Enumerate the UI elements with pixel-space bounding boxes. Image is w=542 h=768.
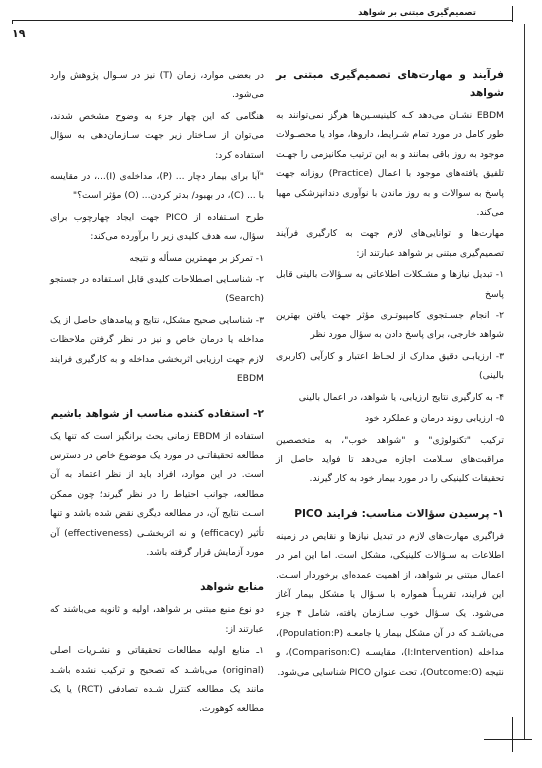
paragraph: دو نوع منبع مبتنی بر شواهد، اولیه و ثانویه می‌باشند که عبارتند از: xyxy=(50,604,264,635)
paragraph: در بعضی موارد، زمان (T) نیز در سـوال پژوهش وارد می‌شود. xyxy=(50,70,264,101)
paragraph: استفاده از EBDM زمانی بحث برانگیز است که تنها یک مطالعه تحقیقاتـی در مورد یک موضوع خاص در دسترس است. در این موارد، افراد باید از نظر اعتماد به آن مطالعه، جوانب احتیاط را در نظر گیرند؛ چون ممکن اسـت نتایج آن، در مطالعه دیگری نقض شده باشد و تنها تأثیر (efficacy) و نه اثربخشـی (effectiveness) آن مورد آزمایش قرار گرفته باشد. xyxy=(50,430,265,558)
paragraph: "آیا برای بیمار دچار ... (P)، مداخله‌ی (I)...، در مقایسه با ... (C)، در بهبود/ بدتر کردن... (O) مؤثر است؟" xyxy=(50,171,264,202)
paragraph: ترکیب "تکنولوژی" و "شواهد خوب"، به متخصصین مراقبت‌های سـلامت اجازه می‌دهد تا فواید حاصل از تحقیقات کلینیکی را در مورد بیمار خود به کار گیرند. xyxy=(276,434,504,485)
list-item: ۲- شناسـایی اصطلاحات کلیدی قابل اسـتفاده در جستجو (Search) xyxy=(50,274,264,305)
running-head-title: تصمیم‌گیری مبتنی بر شواهد xyxy=(358,8,476,18)
list-item: ۴- به کارگیری نتایج ارزیابی، یا شواهد، در اعمال بالینی xyxy=(298,391,504,403)
paragraph: EBDM نشـان می‌دهد کـه کلینیسـین‌ها هرگز نمی‌توانند به طور کامل در مورد تمام شـرایط، داروها، مواد یا محصـولات موجود به روز باقی بمانند و به این ترتیب مکانیزمی را جهـت تلفیق یافته‌های موجود با اعمال (Practice) روزانه جهت پاسخ به سوالات و به روز ماندن با نوآوری دندانپزشکی مهیا می‌کند. xyxy=(276,110,504,219)
section-heading-appropriate-user: ۲- استفاده کننده مناسب از شواهد باشیم xyxy=(50,407,264,420)
header-rule xyxy=(12,20,512,21)
paragraph: طرح اسـتفاده از PICO جهت ایجاد چهارچوب برای سؤال، سه هدف کلیدی زیر را برآورده می‌کند: xyxy=(50,211,264,243)
list-item: ۵- ارزیابی روند درمان و عملکرد خود xyxy=(364,413,504,425)
list-item: ۱ـ منابع اولیه مطالعات تحقیقاتی و نشـریات اصلی (original) می‌باشـد که تصحیح و ترکیب نشده باشـد مانند یک مطالعه کنترل شـده تصادفی (RCT) یا یک مطالعه کوهورت. xyxy=(50,645,265,715)
side-margin-rule xyxy=(524,24,525,740)
list-item: ۱- تبدیل نیازها و مشـکلات اطلاعاتی به سـؤالات بالینی قابل پاسخ xyxy=(276,269,504,300)
list-item: ۲- انجام جسـتجوی کامپیوتـری مؤثر جهت یافتن بهترین شواهد خارجی، برای پاسخ دادن به سؤال مورد نظر xyxy=(276,310,504,341)
header-rule-tick xyxy=(12,20,13,24)
footer-vertical-rule xyxy=(512,717,513,752)
page-number: ۱۹ xyxy=(12,27,26,40)
paragraph: مهارت‌ها و توانایی‌های لازم جهت به کارگیری فرآیند تصمیم‌گیری مبتنی بر شواهد عبارتند از: xyxy=(276,228,504,259)
list-item: ۳- ارزیابـی دقیق مدارک از لحـاظ اعتبار و کارآیی (کاربری بالینی) xyxy=(276,350,504,382)
list-item: ۳- شناسایی صحیح مشکل، نتایج و پیامدهای حاصل از یک مداخله یا درمان خاص و نیز در نظر گرفتن ملاحظات لازم جهت ارزیابی اثربخشی مداخله و به کارگیری فرایند EBDM xyxy=(50,314,264,385)
section-heading-process: فرآیند و مهارت‌های تصمیم‌گیری مبتنی بر شواهد xyxy=(276,69,504,99)
right-column xyxy=(276,66,504,684)
left-column xyxy=(50,66,264,721)
list-item: ۱- تمرکز بر مهمترین مسأله و نتیجه xyxy=(129,252,264,264)
footer-rule xyxy=(484,739,532,740)
section-heading-pico: ۱- پرسیدن سؤالات مناسب: فرایند PICO xyxy=(294,507,504,520)
section-heading-sources: منابع شواهد xyxy=(200,581,264,594)
header-vertical-rule xyxy=(512,6,513,22)
paragraph: هنگامی که این چهار جزء به وضوح مشخص شدند، می‌توان از سـاختار زیر جهت سـازمان‌دهی به سؤال استفاده کرد: xyxy=(50,110,264,161)
paragraph: فراگیری مهارت‌های لازم در تبدیل نیازها و نقایص در زمینه اطلاعات به سـؤالات کلینیکی، مشکل است. اما این امر در اعمال مبتنی بر شواهد، از اهمیت عمده‌ای برخوردار اسـت. این فرایند، تقریبـاً همواره با سـؤال یا مشکل بیمار آغاز می‌شود. یک سـؤال خوب سـازمان یافته، شامل ۴ جزء می‌باشـد که در آن مشکل بیمار یا جامعـه (Population:P)، مداخله (I:Intervention)، مقایسـه (Comparison:C)، و نتیجه (Outcome:O)، تحت عنوان PICO شناسایی می‌شود. xyxy=(276,530,504,678)
